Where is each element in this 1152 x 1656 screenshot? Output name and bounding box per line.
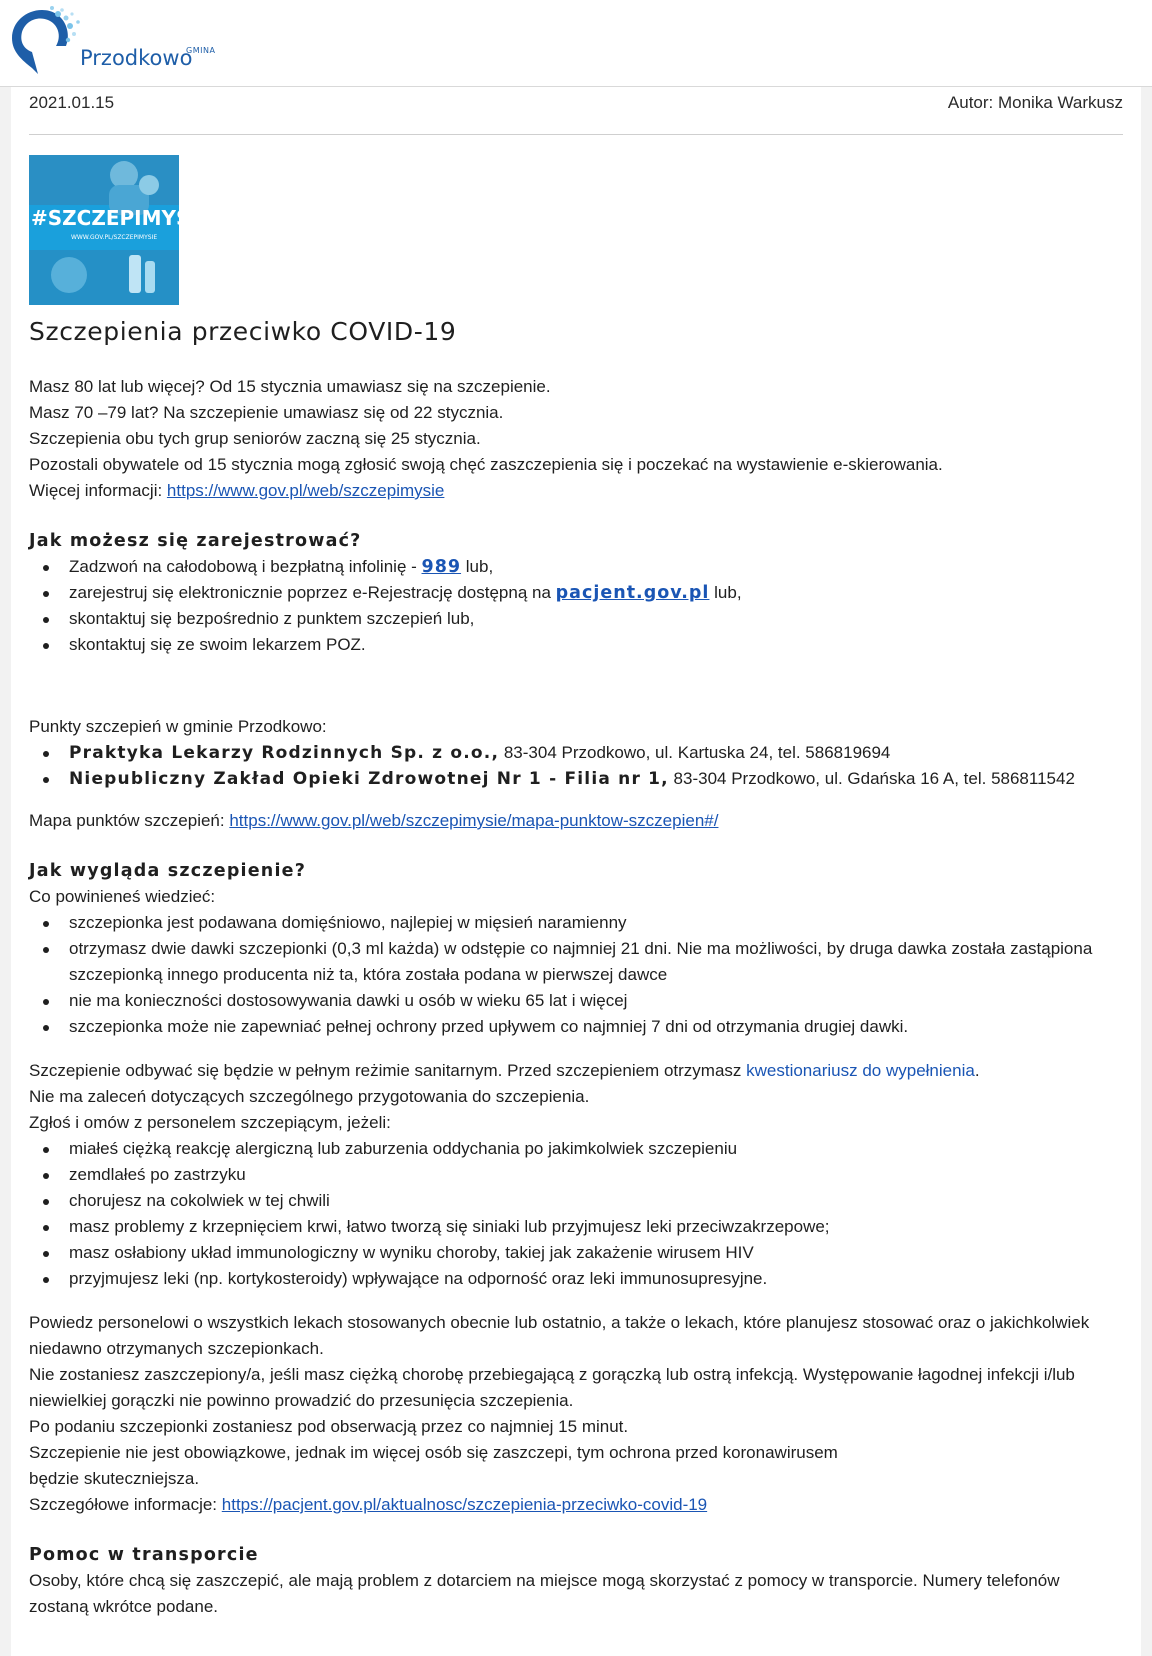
pacjent-details-link[interactable]: https://pacjent.gov.pl/aktualnosc/szczepienia-przeciwko-covid-19	[221, 1495, 708, 1514]
article-meta	[29, 93, 1123, 127]
map-label: Mapa punktów szczepień:	[29, 811, 230, 830]
point-name: Niepubliczny Zakład Opieki Zdrowotnej Nr 1 - Filia nr 1,	[69, 769, 669, 789]
how-intro: Co powinieneś wiedzieć:	[29, 887, 216, 906]
intro-line: Masz 80 lat lub więcej? Od 15 stycznia umawiasz się na szczepienie.	[29, 377, 551, 396]
report-list	[29, 1136, 1121, 1292]
point-address: 83-304 Przodkowo, ul. Kartuska 24, tel. 586819694	[499, 743, 891, 762]
more-info-label: Więcej informacji:	[29, 481, 167, 500]
list-item: przyjmujesz leki (np. kortykosteroidy) wpływające na odporność oraz leki immunosupresyjne.	[69, 1266, 1121, 1292]
site-header	[0, 0, 1152, 87]
list-item: miałeś ciężką reakcję alergiczną lub zaburzenia oddychania po jakimkolwiek szczepieniu	[69, 1136, 1121, 1162]
list-item-text: lub,	[461, 557, 494, 576]
register-list	[29, 554, 1121, 658]
points-list	[29, 740, 1121, 792]
list-item-text: Zadzwoń na całodobową i bezpłatną infolinię -	[69, 557, 422, 576]
transport-paragraph: Osoby, które chcą się zaszczepić, ale mają problem z dotarciem na miejsce mogą skorzystać z pomocy w transporcie. Numery telefonów zostaną wkrótce podane.	[29, 1571, 1060, 1616]
list-item	[69, 740, 1121, 766]
details-line	[29, 1492, 1121, 1518]
intro-line: Szczepienia obu tych grup seniorów zaczną się 25 stycznia.	[29, 429, 481, 448]
list-item: masz problemy z krzepnięciem krwi, łatwo tworzą się siniaki lub przyjmujesz leki przeciwzakrzepowe;	[69, 1214, 1121, 1240]
points-label: Punkty szczepień w gminie Przodkowo:	[29, 717, 327, 736]
list-item: skontaktuj się bezpośrednio z punktem szczepień lub,	[69, 606, 1121, 632]
logo-name: Przodkowo	[80, 46, 193, 70]
voluntary-line: będzie skuteczniejsza.	[29, 1469, 200, 1488]
article-thumbnail[interactable]	[29, 155, 212, 305]
map-line	[29, 808, 1121, 834]
list-item: chorujesz na cokolwiek w tej chwili	[69, 1188, 1121, 1214]
article-title: Szczepienia przeciwko COVID-19	[29, 317, 457, 346]
list-item	[69, 766, 1121, 792]
no-prep-line: Nie ma zaleceń dotyczących szczególnego przygotowania do szczepienia.	[29, 1087, 590, 1106]
list-item-text: zarejestruj się elektronicznie poprzez e-Rejestrację dostępną na	[69, 583, 556, 602]
details-label: Szczegółowe informacje:	[29, 1495, 222, 1514]
pin-icon	[8, 4, 208, 82]
list-item: szczepionka może nie zapewniać pełnej ochrony przed upływem co najmniej 7 dni od otrzymania drugiej dawki.	[69, 1014, 1121, 1040]
szczepimysie-link[interactable]: https://www.gov.pl/web/szczepimysie	[166, 481, 445, 500]
observation-line: Po podaniu szczepionki zostaniesz pod obserwacją przez co najmniej 15 minut.	[29, 1417, 629, 1436]
list-item-text: lub,	[709, 583, 742, 602]
report-intro: Zgłoś i omów z personelem szczepiącym, jeżeli:	[29, 1113, 391, 1132]
list-item	[69, 554, 1121, 580]
list-item	[69, 580, 1121, 606]
sanitary-text: .	[974, 1061, 980, 1080]
sanitary-text: Szczepienie odbywać się będzie w pełnym reżimie sanitarnym. Przed szczepieniem otrzymasz	[29, 1061, 747, 1080]
list-item: zemdlałeś po zastrzyku	[69, 1162, 1121, 1188]
article-content	[29, 314, 1121, 1620]
how-list	[29, 910, 1121, 1040]
infoline-989-link[interactable]: 989	[421, 557, 462, 577]
list-item: otrzymasz dwie dawki szczepionki (0,3 ml każda) w odstępie co najmniej 21 dni. Nie ma możliwości, by druga dawka została zastąpiona szczepionką innego producenta niż ta, która została podana w pierwszej dawce	[69, 936, 1121, 988]
intro-line: Masz 70 –79 lat? Na szczepienie umawiasz się od 22 stycznia.	[29, 403, 504, 422]
thumb-hashtag: #SZCZEPIMYSIĘ	[31, 206, 212, 230]
list-item: nie ma konieczności dostosowywania dawki u osób w wieku 65 lat i więcej	[69, 988, 1121, 1014]
logo-gmina-label: GMINA	[186, 46, 216, 55]
intro-line: Pozostali obywatele od 15 stycznia mogą zgłosić swoją chęć zaszczepienia się i poczekać na wystawienie e-skierowania.	[29, 455, 943, 474]
szczepimysie-image	[29, 155, 212, 305]
gmina-logo[interactable]	[8, 4, 208, 82]
pacjent-gov-link[interactable]: pacjent.gov.pl	[555, 583, 710, 603]
map-link[interactable]: https://www.gov.pl/web/szczepimysie/mapa-punktow-szczepien#/	[229, 811, 719, 830]
more-info-line	[29, 478, 1121, 504]
tell-staff-paragraph: Powiedz personelowi o wszystkich lekach stosowanych obecnie lub ostatnio, a także o lekach, które planujesz stosować oraz o jakichkolwiek niedawno otrzymanych szczepionkach.	[29, 1313, 1090, 1358]
register-heading: Jak możesz się zarejestrować?	[29, 531, 362, 551]
not-vaccinated-paragraph: Nie zostaniesz zaszczepiony/a, jeśli masz ciężką chorobę przebiegającą z gorączką lub ostrą infekcją. Występowanie łagodnej infekcji i/lub niewielkiej gorączki nie powinno prowadzić do przesunięcia szczepienia.	[29, 1365, 1075, 1410]
point-name: Praktyka Lekarzy Rodzinnych Sp. z o.o.,	[69, 743, 500, 763]
transport-heading: Pomoc w transporcie	[29, 1545, 259, 1565]
voluntary-line: Szczepienie nie jest obowiązkowe, jednak im więcej osób się zaszczepi, tym ochrona przed koronawirusem	[29, 1443, 838, 1462]
list-item: masz osłabiony układ immunologiczny w wyniku choroby, takiej jak zakażenie wirusem HIV	[69, 1240, 1121, 1266]
list-item: skontaktuj się ze swoim lekarzem POZ.	[69, 632, 1121, 658]
point-address: 83-304 Przodkowo, ul. Gdańska 16 A, tel. 586811542	[668, 769, 1075, 788]
publish-date: 2021.01.15	[29, 93, 115, 112]
list-item: szczepionka jest podawana domięśniowo, najlepiej w mięsień naramienny	[69, 910, 1121, 936]
article-sheet	[11, 87, 1141, 1656]
thumb-url: WWW.GOV.PL/SZCZEPIMYSIE	[71, 234, 158, 241]
questionnaire-link[interactable]: kwestionariusz do wypełnienia	[746, 1061, 975, 1080]
author-label: Autor: Monika Warkusz	[947, 93, 1123, 112]
meta-divider	[29, 134, 1123, 135]
how-heading: Jak wygląda szczepienie?	[29, 861, 307, 881]
sanitary-line	[29, 1058, 1121, 1084]
